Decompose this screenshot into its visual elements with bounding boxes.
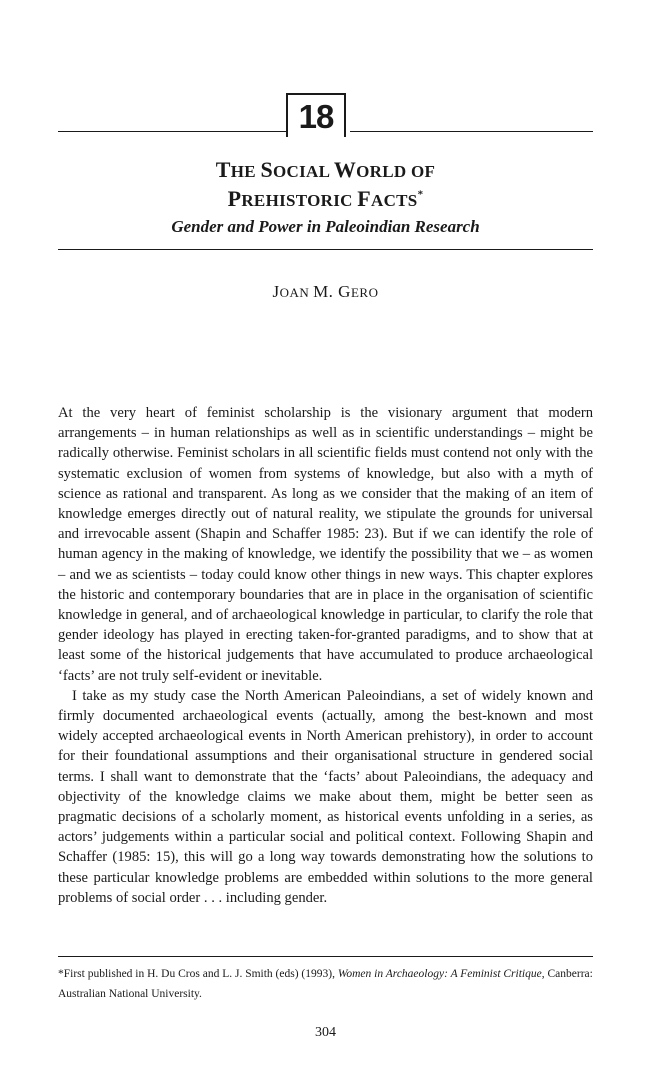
footnote: *First published in H. Du Cros and L. J. Smith (eds) (1993), Women in Archaeology: A Feminist Critique, Canberra: Australian National University. — [58, 968, 593, 1000]
page-number: 304 — [315, 1025, 336, 1040]
footnote-marker: * — [417, 188, 424, 201]
paragraph: I take as my study case the North American Paleoindians, a set of widely known and firmly documented archaeological events (actually, among the best-known and most widely accepted archaeological events in North American prehistory), in order to account for their foundational assumptions and their organisational structure in gendered social terms. I shall want to demonstrate that the ‘facts’ about Paleoindians, the adequacy and objectivity of the knowledge claims we make about them, might be better seen as pragmatic decisions of a scholarly moment, as historical events unfolding in a series, as actors’ judgements within a particular social and political context. Following Shapin and Schaffer (1985: 15), this will go a long way towards demonstrating how the solutions to these particular knowledge problems are embedded within solutions to the more general problems of social order . . . including gender. — [58, 687, 593, 906]
footnote-book-title: Women in Archaeology: A Feminist Critique — [337, 968, 542, 980]
title-line-1: THE SOCIAL WORLD OF — [215, 157, 436, 182]
title-divider — [58, 249, 593, 250]
chapter-subtitle: Gender and Power in Paleoindian Research — [171, 217, 480, 236]
chapter-heading — [58, 93, 593, 138]
chapter-rule-left — [58, 131, 286, 132]
chapter-number: 18 — [286, 93, 346, 137]
title-line-2: PREHISTORIC FACTS* — [227, 186, 424, 211]
paragraph: At the very heart of feminist scholarship is the visionary argument that modern arrangements – in human relationships as well as in scientific understandings – might be radically otherwise. Feminist scholars in all scientific fields must contend not only with the systematic exclusion of women from systems of knowledge, but also with a myth of science as rational and transparent. As long as we consider that the making of an item of knowledge emerges directly out of natural reality, we stipulate the grounds for universal and irrevocable assent (Shapin and Schaffer 1985: 23). But if we can identify the role of human agency in the making of knowledge, we identify the possibility that we – as women – and we as scientists – today could know other things in new ways. This chapter explores the historic and contemporary boundaries that are in place in the organisation of scientific knowledge in general, and of archaeological knowledge in particular, to clarify the role that gender ideology has played in erecting taken-for-granted paradigms, and to show that at least some of the historical judgements that have accumulated to produce archaeological ‘facts’ are not truly self-evident or inevitable. — [58, 405, 593, 684]
chapter-title — [58, 156, 593, 214]
body-text — [58, 403, 593, 908]
footnote-divider — [58, 956, 593, 957]
chapter-rule-right — [350, 131, 593, 132]
author-name: JOAN M. GERO — [272, 282, 379, 301]
